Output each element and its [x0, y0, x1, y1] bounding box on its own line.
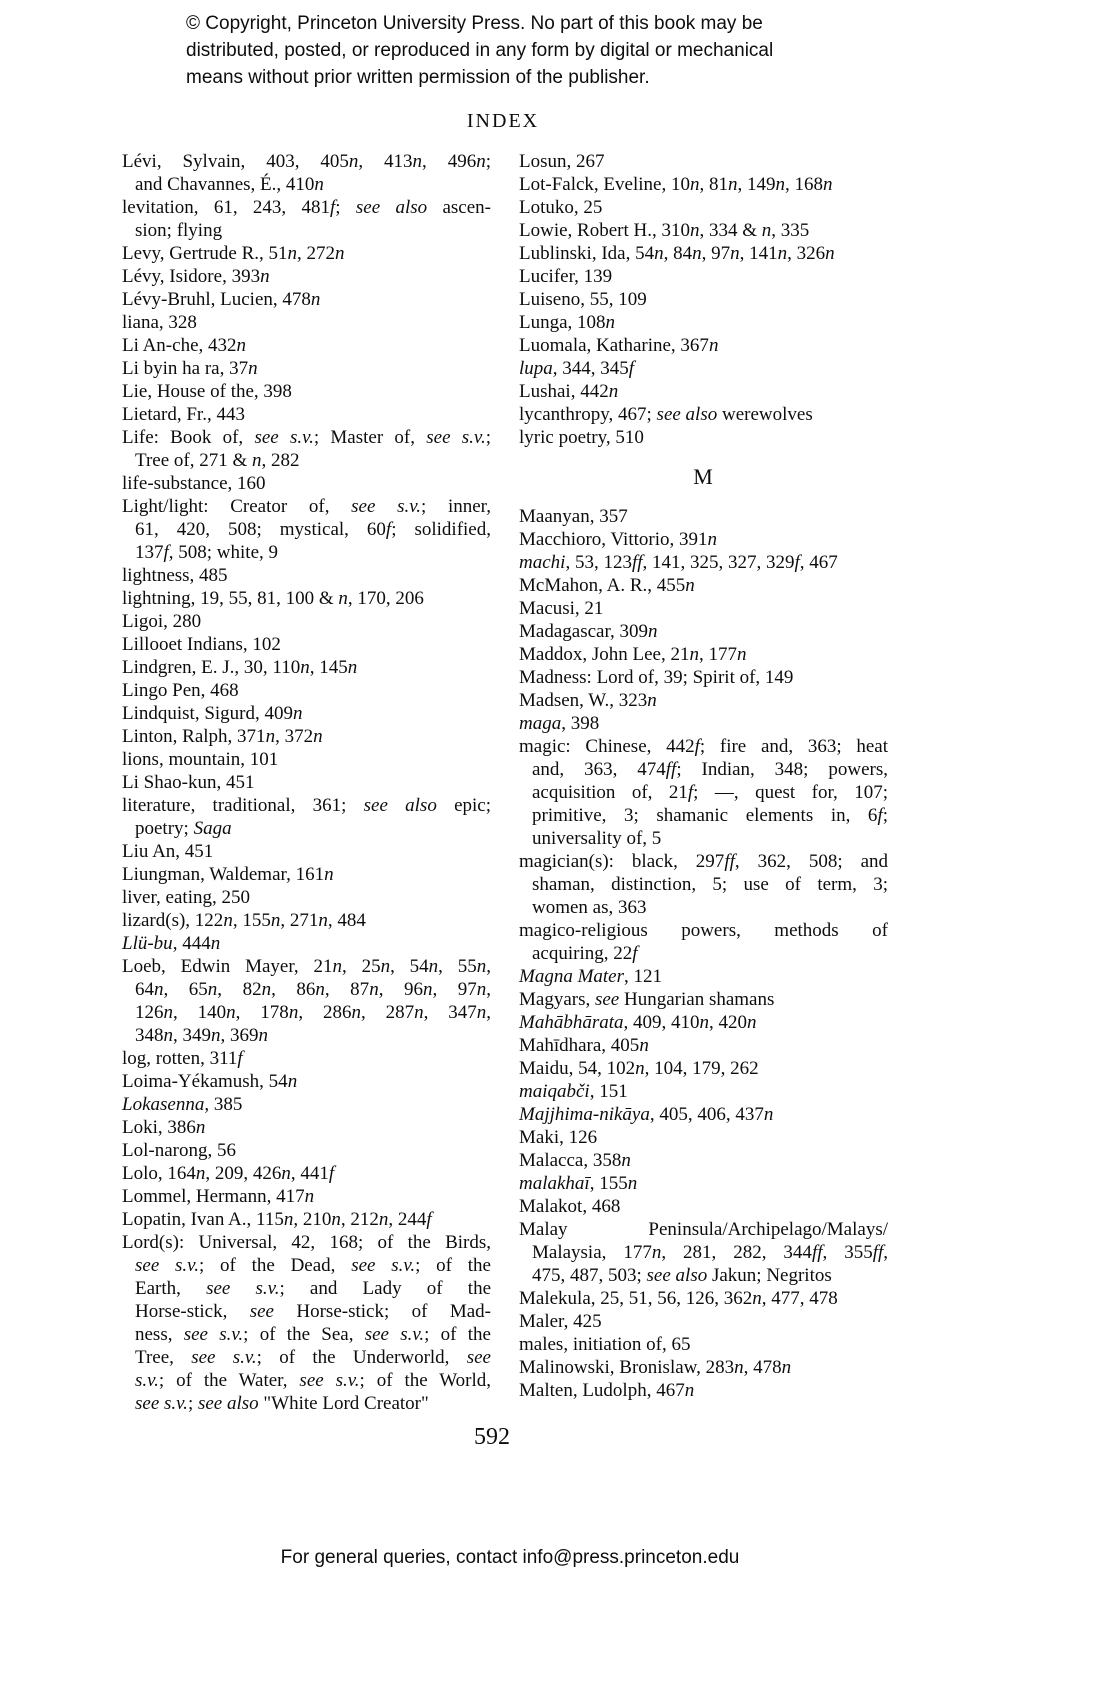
index-line: lyric poetry, 510 — [519, 427, 644, 448]
index-entry — [122, 564, 491, 587]
index-line: 126n, 140n, 178n, 286n, 287n, 347n, — [135, 1002, 492, 1023]
index-entry — [122, 794, 491, 840]
index-line: log, rotten, 311f — [122, 1048, 243, 1069]
index-line: Magyars, see Hungarian shamans — [519, 989, 775, 1010]
index-entry — [519, 403, 888, 426]
index-line: and, 363, 474ff; Indian, 348; powers, — [532, 759, 888, 780]
index-entry — [519, 288, 888, 311]
index-line: Li Shao-kun, 451 — [122, 772, 255, 793]
index-line: magic: Chinese, 442f; fire and, 363; heat — [519, 736, 888, 757]
index-line: Lindquist, Sigurd, 409n — [122, 703, 303, 724]
index-column-left — [122, 150, 491, 1415]
index-line: Horse-stick, see Horse-stick; of Mad- — [135, 1301, 491, 1322]
index-line: sion; flying — [135, 220, 223, 241]
index-line: Madsen, W., 323n — [519, 690, 657, 711]
index-entry — [519, 334, 888, 357]
index-line: Levy, Gertrude R., 51n, 272n — [122, 243, 345, 264]
section-heading: M — [693, 464, 714, 489]
index-line: lightning, 19, 55, 81, 100 & n, 170, 206 — [122, 588, 424, 609]
index-entry — [122, 748, 491, 771]
index-line: Lingo Pen, 468 — [122, 680, 239, 701]
index-entry — [519, 219, 888, 242]
index-line: Lublinski, Ida, 54n, 84n, 97n, 141n, 326n — [519, 243, 835, 264]
index-entry — [519, 689, 888, 712]
index-entry — [519, 1103, 888, 1126]
index-line: Light/light: Creator of, see s.v.; inner, — [122, 496, 492, 517]
index-entry — [519, 620, 888, 643]
index-entry — [122, 495, 491, 564]
index-line: Magna Mater, 121 — [519, 966, 663, 987]
index-line: males, initiation of, 65 — [519, 1334, 691, 1355]
index-line: Linton, Ralph, 371n, 372n — [122, 726, 323, 747]
index-line: acquisition of, 21f; —, quest for, 107; — [532, 782, 888, 803]
index-line: Lord(s): Universal, 42, 168; of the Birds, — [122, 1232, 491, 1253]
index-line: Liungman, Waldemar, 161n — [122, 864, 334, 885]
index-entry — [519, 735, 888, 850]
index-line: Malacca, 358n — [519, 1150, 631, 1171]
index-entry — [519, 528, 888, 551]
index-line: Malekula, 25, 51, 56, 126, 362n, 477, 478 — [519, 1288, 838, 1309]
index-entry — [122, 909, 491, 932]
index-entry — [519, 574, 888, 597]
index-entry — [519, 1149, 888, 1172]
index-entry — [519, 1218, 888, 1287]
index-line: malakhaī, 155n — [519, 1173, 638, 1194]
index-line: shaman, distinction, 5; use of term, 3; — [532, 874, 888, 895]
index-entry — [122, 288, 491, 311]
index-line: Losun, 267 — [519, 151, 605, 172]
index-entry — [519, 643, 888, 666]
index-line: lizard(s), 122n, 155n, 271n, 484 — [122, 910, 366, 931]
index-line: Loeb, Edwin Mayer, 21n, 25n, 54n, 55n, — [122, 956, 492, 977]
index-line: Tree, see s.v.; of the Underworld, see — [135, 1347, 491, 1368]
index-entry — [122, 610, 491, 633]
index-entry — [519, 505, 888, 528]
index-entry — [122, 702, 491, 725]
index-line: maga, 398 — [519, 713, 600, 734]
index-entry — [122, 679, 491, 702]
index-line: ness, see s.v.; of the Sea, see s.v.; of the — [135, 1324, 491, 1345]
page-title: INDEX — [466, 110, 540, 132]
index-line: Li An-che, 432n — [122, 335, 247, 356]
index-entry — [519, 1172, 888, 1195]
index-line: Luomala, Katharine, 367n — [519, 335, 719, 356]
index-entry — [519, 850, 888, 919]
index-entry — [122, 633, 491, 656]
index-line: Ligoi, 280 — [122, 611, 202, 632]
index-entry — [122, 357, 491, 380]
index-line: 137f, 508; white, 9 — [135, 542, 279, 563]
index-line: Lillooet Indians, 102 — [122, 634, 281, 655]
index-entry — [122, 196, 491, 242]
index-line: Lunga, 108n — [519, 312, 616, 333]
index-line: liver, eating, 250 — [122, 887, 250, 908]
index-line: Lévi, Sylvain, 403, 405n, 413n, 496n; — [122, 151, 491, 172]
index-entry — [122, 426, 491, 472]
index-line: see s.v.; of the Dead, see s.v.; of the — [135, 1255, 491, 1276]
index-entry — [519, 311, 888, 334]
index-line: poetry; Saga — [135, 818, 232, 839]
index-entry — [519, 1057, 888, 1080]
index-line: Lolo, 164n, 209, 426n, 441f — [122, 1163, 335, 1184]
index-entry — [519, 1195, 888, 1218]
index-line: and Chavannes, É., 410n — [135, 174, 324, 195]
index-line: Macusi, 21 — [519, 598, 604, 619]
index-line: Life: Book of, see s.v.; Master of, see s.v.; — [122, 427, 491, 448]
index-entry — [519, 242, 888, 265]
index-entry — [122, 1093, 491, 1116]
index-line: universality of, 5 — [532, 828, 662, 849]
copyright-line: © Copyright, Princeton University Press. No part of this book may be — [186, 13, 763, 34]
index-entry — [122, 863, 491, 886]
index-line: 61, 420, 508; mystical, 60f; solidified, — [135, 519, 491, 540]
index-line: Malten, Ludolph, 467n — [519, 1380, 695, 1401]
index-line: machi, 53, 123ff, 141, 325, 327, 329f, 467 — [519, 552, 838, 573]
index-entry — [519, 173, 888, 196]
index-line: 475, 487, 503; see also Jakun; Negritos — [532, 1265, 832, 1286]
copyright-line: distributed, posted, or reproduced in any form by digital or mechanical — [186, 40, 774, 61]
index-entry — [519, 965, 888, 988]
index-entry — [519, 1310, 888, 1333]
index-line: magico-religious powers, methods of — [519, 920, 888, 941]
index-line: lupa, 344, 345f — [519, 358, 635, 379]
index-line: Malinowski, Bronislaw, 283n, 478n — [519, 1357, 792, 1378]
index-entry — [122, 725, 491, 748]
index-entry — [122, 1231, 491, 1415]
index-entry — [122, 380, 491, 403]
index-line: Maidu, 54, 102n, 104, 179, 262 — [519, 1058, 759, 1079]
index-line: Lucifer, 139 — [519, 266, 613, 287]
index-entry — [519, 1379, 888, 1402]
index-line: Lushai, 442n — [519, 381, 619, 402]
index-line: Luiseno, 55, 109 — [519, 289, 647, 310]
index-line: Lie, House of the, 398 — [122, 381, 292, 402]
footer-contact: For general queries, contact info@press.princeton.edu — [280, 1547, 740, 1568]
index-line: Lindgren, E. J., 30, 110n, 145n — [122, 657, 358, 678]
index-line: maiqabči, 151 — [519, 1081, 628, 1102]
index-line: Mahīdhara, 405n — [519, 1035, 649, 1056]
index-line: Llü-bu, 444n — [122, 933, 221, 954]
copyright-line: means without prior written permission of the publisher. — [186, 67, 650, 88]
index-line: women as, 363 — [532, 897, 647, 918]
index-entry — [122, 771, 491, 794]
index-entry — [519, 1287, 888, 1310]
index-line: Lot-Falck, Eveline, 10n, 81n, 149n, 168n — [519, 174, 833, 195]
index-line: Lokasenna, 385 — [122, 1094, 243, 1115]
index-line: Macchioro, Vittorio, 391n — [519, 529, 717, 550]
index-entry — [519, 357, 888, 380]
index-entry — [122, 932, 491, 955]
page-number: 592 — [474, 1424, 510, 1450]
index-entry — [122, 265, 491, 288]
index-line: Maler, 425 — [519, 1311, 602, 1332]
index-entry — [519, 1080, 888, 1103]
index-entry — [122, 886, 491, 909]
index-line: Loima-Yékamush, 54n — [122, 1071, 298, 1092]
index-line: Malay Peninsula/Archipelago/Malays/ — [519, 1219, 888, 1240]
index-line: liana, 328 — [122, 312, 197, 333]
index-line: Majjhima-nikāya, 405, 406, 437n — [519, 1104, 774, 1125]
index-line: Tree of, 271 & n, 282 — [135, 450, 300, 471]
index-entry — [122, 242, 491, 265]
index-line: Maanyan, 357 — [519, 506, 628, 527]
index-line: Madagascar, 309n — [519, 621, 658, 642]
index-line: Mahābhārata, 409, 410n, 420n — [519, 1012, 757, 1033]
index-line: see s.v.; see also "White Lord Creator" — [135, 1393, 429, 1414]
index-entry — [519, 1356, 888, 1379]
index-line: Maki, 126 — [519, 1127, 598, 1148]
index-line: Lévy, Isidore, 393n — [122, 266, 270, 287]
index-line: Earth, see s.v.; and Lady of the — [135, 1278, 491, 1299]
index-line: McMahon, A. R., 455n — [519, 575, 695, 596]
index-entry — [122, 656, 491, 679]
index-columns — [122, 150, 888, 1415]
index-entry — [519, 597, 888, 620]
index-line: Lotuko, 25 — [519, 197, 603, 218]
index-line: Lowie, Robert H., 310n, 334 & n, 335 — [519, 220, 810, 241]
index-line: Maddox, John Lee, 21n, 177n — [519, 644, 747, 665]
index-entry — [122, 587, 491, 610]
index-line: Lévy-Bruhl, Lucien, 478n — [122, 289, 321, 310]
index-entry — [519, 919, 888, 965]
index-line: Loki, 386n — [122, 1117, 206, 1138]
index-line: Lol-narong, 56 — [122, 1140, 236, 1161]
index-line: levitation, 61, 243, 481f; see also ascen- — [122, 197, 492, 218]
index-entry — [519, 380, 888, 403]
index-line: 64n, 65n, 82n, 86n, 87n, 96n, 97n, — [135, 979, 492, 1000]
index-line: Madness: Lord of, 39; Spirit of, 149 — [519, 667, 794, 688]
index-entry — [122, 1208, 491, 1231]
index-entry — [519, 196, 888, 219]
index-entry — [519, 551, 888, 574]
index-line: s.v.; of the Water, see s.v.; of the World, — [135, 1370, 491, 1391]
index-line: Lopatin, Ivan A., 115n, 210n, 212n, 244f — [122, 1209, 432, 1230]
index-entry — [519, 1034, 888, 1057]
index-entry — [519, 988, 888, 1011]
index-line: Li byin ha ra, 37n — [122, 358, 258, 379]
index-line: lightness, 485 — [122, 565, 228, 586]
index-line: 348n, 349n, 369n — [135, 1025, 268, 1046]
index-line: Lietard, Fr., 443 — [122, 404, 245, 425]
index-entry — [122, 955, 491, 1047]
index-line: Liu An, 451 — [122, 841, 214, 862]
index-entry — [519, 150, 888, 173]
index-line: life-substance, 160 — [122, 473, 266, 494]
index-line: acquiring, 22f — [532, 943, 638, 964]
index-line: Lommel, Hermann, 417n — [122, 1186, 315, 1207]
index-line: lycanthropy, 467; see also werewolves — [519, 404, 813, 425]
index-entry — [122, 311, 491, 334]
index-entry — [122, 150, 491, 196]
index-column-right — [519, 150, 888, 1415]
index-entry — [519, 666, 888, 689]
index-entry — [122, 840, 491, 863]
index-entry — [122, 1070, 491, 1093]
index-entry — [122, 334, 491, 357]
index-entry — [122, 1139, 491, 1162]
index-line: literature, traditional, 361; see also epic; — [122, 795, 491, 816]
index-line: magician(s): black, 297ff, 362, 508; and — [519, 851, 889, 872]
index-entry — [122, 1047, 491, 1070]
index-entry — [122, 1185, 491, 1208]
index-entry — [122, 403, 491, 426]
index-entry — [122, 1116, 491, 1139]
index-line: Malaysia, 177n, 281, 282, 344ff, 355ff, — [532, 1242, 889, 1263]
index-entry — [519, 426, 888, 449]
index-entry — [122, 472, 491, 495]
index-entry — [519, 1333, 888, 1356]
index-entry — [519, 1011, 888, 1034]
index-entry — [519, 1126, 888, 1149]
index-line: lions, mountain, 101 — [122, 749, 279, 770]
copyright-notice — [186, 10, 866, 91]
index-line: primitive, 3; shamanic elements in, 6f; — [532, 805, 888, 826]
index-entry — [519, 265, 888, 288]
index-entry — [122, 1162, 491, 1185]
index-entry — [519, 712, 888, 735]
index-line: Malakot, 468 — [519, 1196, 621, 1217]
